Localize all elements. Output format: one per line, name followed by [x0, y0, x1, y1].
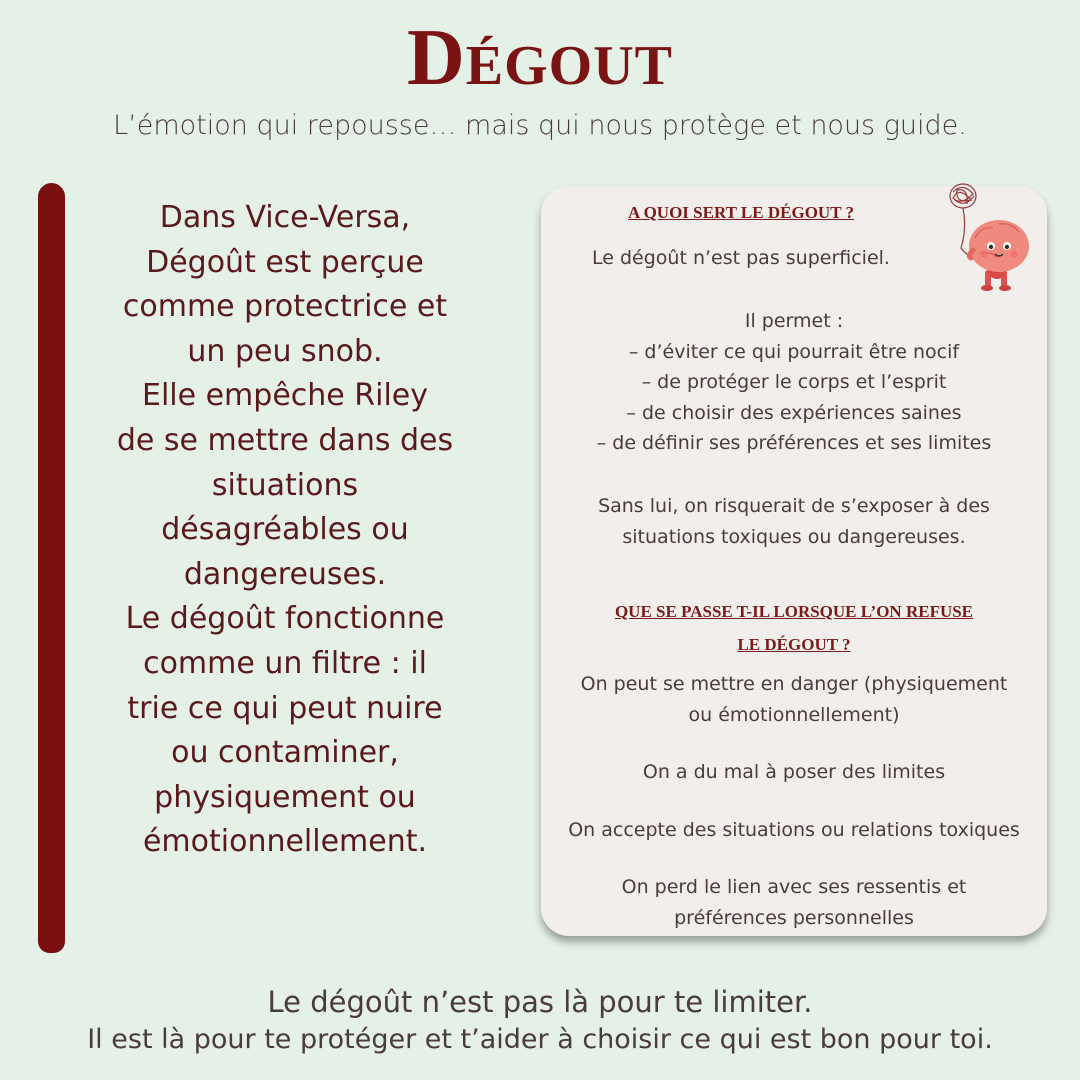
left-line: de se mettre dans des: [116, 422, 454, 458]
consequence-line: On a du mal à poser des limites: [642, 761, 946, 783]
heading-line: QUE SE PASSE T-IL LORSQUE L’ON REFUSE: [614, 602, 974, 621]
consequence-item: [541, 872, 1047, 933]
section-heading-refusal: [541, 595, 1047, 661]
left-line: Elle empêche Riley: [141, 378, 429, 414]
left-line: Le dégoût fonctionne: [125, 601, 445, 637]
left-line: Dans Vice-Versa,: [159, 200, 411, 235]
left-line: ou contaminer,: [171, 735, 399, 771]
conclusion-line: Sans lui, on risquerait de s’exposer à des: [598, 495, 990, 517]
left-description: [95, 196, 475, 865]
brain-character-icon: [941, 178, 1041, 298]
consequences-list: [541, 669, 1047, 960]
section-heading-purpose: A QUOI SERT LE DÉGOUT ?: [628, 203, 854, 222]
conclusion-text: [541, 491, 1047, 552]
conclusion-line: situations toxiques ou dangereuses.: [622, 525, 966, 548]
consequence-item: [541, 815, 1047, 846]
benefit-item: – d’éviter ce qui pourrait être nocif: [628, 340, 960, 363]
left-line: trie ce qui peut nuire: [127, 690, 443, 726]
benefit-item: – de choisir des expériences saines: [626, 401, 962, 424]
benefit-item: – de définir ses préférences et ses limites: [596, 432, 992, 454]
benefit-item: – de protéger le corps et l’esprit: [641, 371, 947, 393]
intro-text: Le dégoût n’est pas superficiel.: [592, 247, 890, 269]
consequence-line: On accepte des situations ou relations toxiques: [568, 818, 1020, 841]
left-line: désagréables ou: [161, 512, 409, 548]
left-line: un peu snob.: [187, 333, 383, 369]
accent-bar: [38, 183, 65, 953]
consequence-line: préférences personnelles: [674, 906, 914, 929]
consequence-line: On peut se mettre en danger (physiquement: [580, 673, 1008, 695]
left-line: situations: [211, 467, 359, 503]
footer-message: [0, 983, 1080, 1059]
page-title: Dégout: [406, 14, 674, 102]
footer-line-1: Le dégoût n’est pas là pour te limiter.: [267, 985, 813, 1019]
left-line: comme un filtre : il: [143, 645, 427, 681]
left-line: comme protectrice et: [122, 289, 448, 325]
consequence-line: ou émotionnellement): [688, 703, 900, 726]
left-line: émotionnellement.: [142, 824, 428, 860]
footer-line-2: Il est là pour te protéger et t’aider à choisir ce qui est bon pour toi.: [87, 1024, 993, 1055]
left-line: dangereuses.: [183, 556, 387, 592]
heading-line: LE DÉGOUT ?: [737, 635, 851, 654]
consequence-line: On perd le lien avec ses ressentis et: [621, 876, 967, 898]
left-line: Dégoût est perçue: [146, 244, 424, 280]
benefits-list: [541, 306, 1047, 459]
consequence-item: [541, 757, 1047, 788]
info-card: [541, 186, 1047, 936]
benefits-label: Il permet :: [744, 310, 844, 332]
left-line: physiquement ou: [154, 779, 416, 815]
page-subtitle: L’émotion qui repousse… mais qui nous protège et nous guide.: [113, 110, 967, 141]
consequence-item: [541, 669, 1047, 730]
